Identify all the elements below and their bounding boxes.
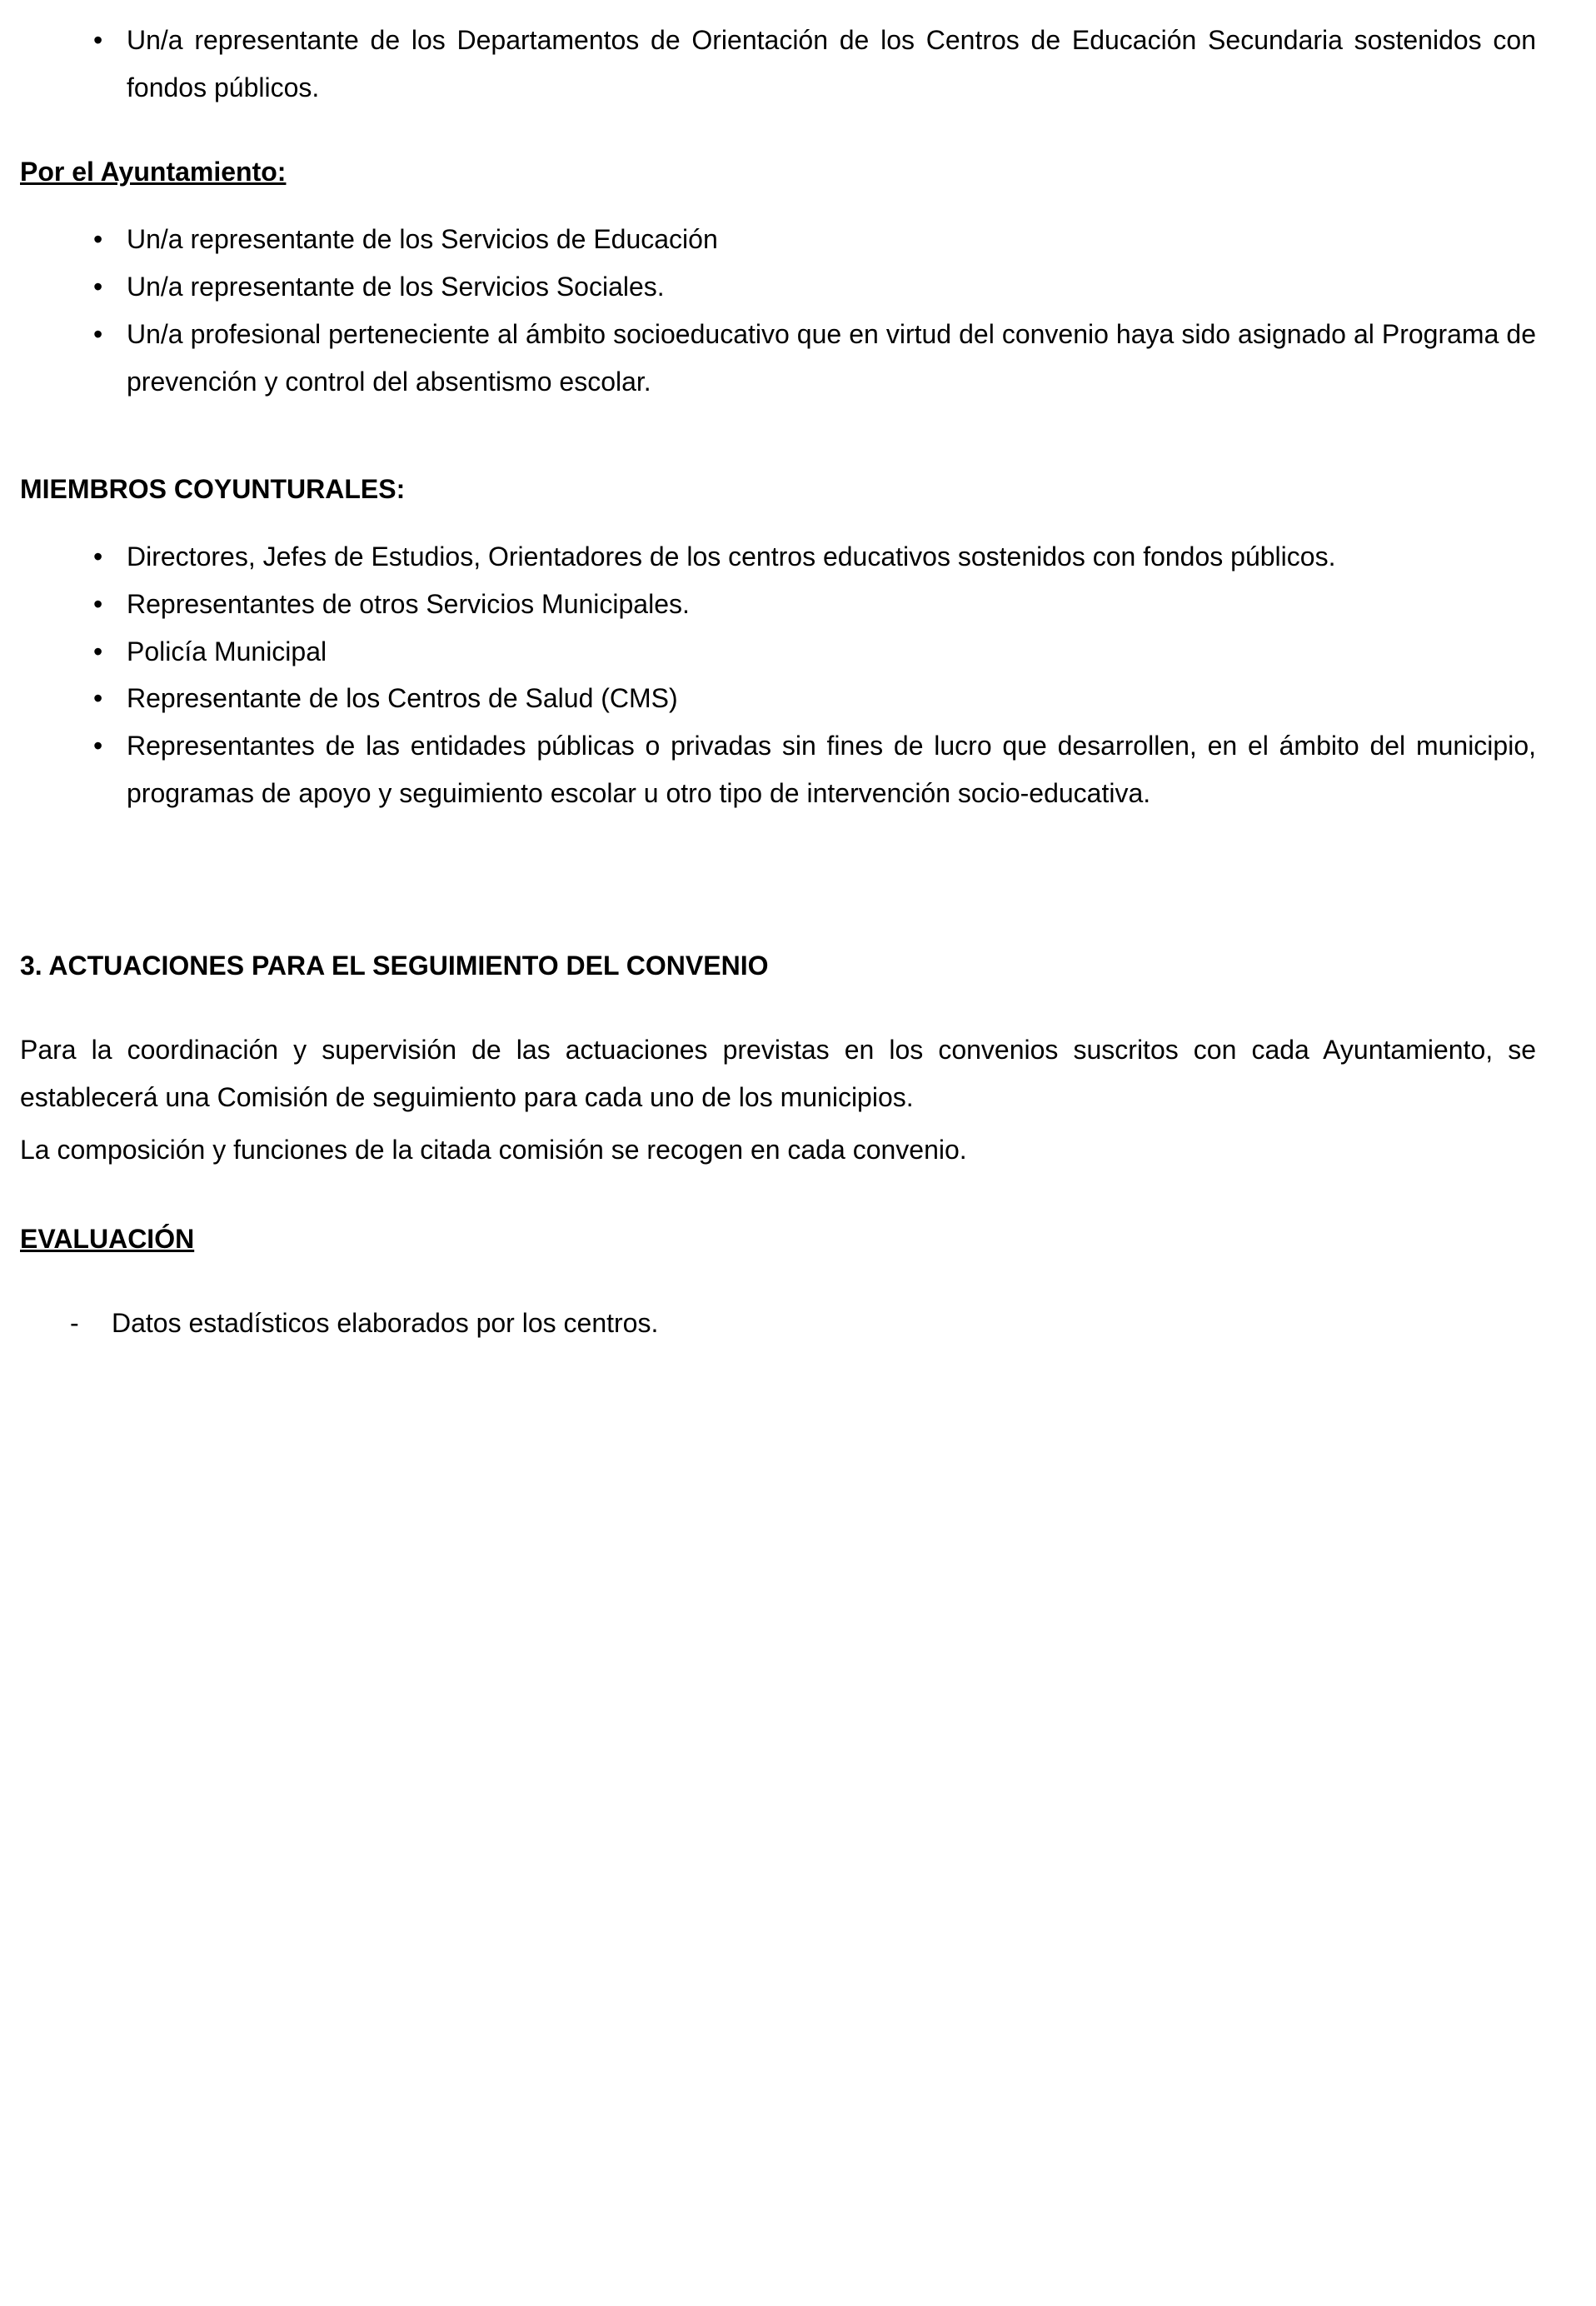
list-item [20,17,1536,112]
bullet-icon: • [93,731,103,761]
list-item-text: Directores, Jefes de Estudios, Orientadores de los centros educativos sostenidos con fondos públicos. [127,541,1336,572]
section-heading-ayuntamiento: Por el Ayuntamiento: [20,156,287,187]
list-item [20,675,1536,722]
bullet-icon: • [93,541,103,572]
section-heading-evaluacion: EVALUACIÓN [20,1224,195,1255]
spacer [20,990,1536,1026]
list-item [20,722,1536,817]
spacer [20,112,1536,148]
evaluacion-dash-list [20,1300,1536,1347]
list-item-text: Representante de los Centros de Salud (CMS) [127,683,678,714]
bullet-icon: • [93,318,103,349]
bullet-icon: • [93,223,103,254]
list-item-text: Datos estadísticos elaborados por los centros. [112,1308,659,1339]
list-item [20,628,1536,676]
miembros-bullet-list [20,533,1536,818]
list-item [20,216,1536,263]
list-item-text: Representantes de otros Servicios Municipales. [127,588,690,619]
dash-icon: - [70,1308,79,1339]
list-item-text: Representantes de las entidades públicas o privadas sin fines de lucro que desarrollen, en el ámbito del municipio, programas de apoyo y seguimiento escolar u otro tipo de intervención socio-educativa. [127,731,1536,809]
bullet-icon: • [93,588,103,619]
spacer [20,1179,1536,1215]
bullet-icon: • [93,25,103,55]
list-item-text: Un/a profesional perteneciente al ámbito socioeducativo que en virtud del convenio haya sido asignado al Programa de prevención y control del absentismo escolar. [127,318,1536,397]
section-heading-miembros-coyunturales: MIEMBROS COYUNTURALES: [20,473,406,504]
ayuntamiento-bullet-list [20,216,1536,406]
list-item [20,1300,1536,1347]
spacer [20,817,1536,942]
spacer [20,406,1536,466]
intro-bullet-list [20,17,1536,112]
list-item [20,263,1536,311]
document-body [20,17,1536,1347]
paragraph-composicion: La composición y funciones de la citada comisión se recogen en cada convenio. [20,1135,967,1165]
spacer [20,513,1536,533]
list-item [20,581,1536,628]
spacer [20,196,1536,216]
section-heading-actuaciones: 3. ACTUACIONES PARA EL SEGUIMIENTO DEL CONVENIO [20,951,769,981]
paragraph-coordinacion: Para la coordinación y supervisión de las actuaciones previstas en los convenios suscritos con cada Ayuntamiento, se establecerá una Comisión de seguimiento para cada uno de los municipios. [20,1035,1536,1113]
list-item-text: Un/a representante de los Servicios de Educación [127,223,718,254]
bullet-icon: • [93,271,103,302]
bullet-icon: • [93,683,103,714]
list-item [20,311,1536,406]
list-item [20,533,1536,581]
list-item-text: Policía Municipal [127,636,327,666]
list-item-text: Un/a representante de los Departamentos de Orientación de los Centros de Educación Secundaria sostenidos con fondos públicos. [127,25,1536,102]
bullet-icon: • [93,636,103,666]
list-item-text: Un/a representante de los Servicios Sociales. [127,271,665,302]
spacer [20,1263,1536,1300]
